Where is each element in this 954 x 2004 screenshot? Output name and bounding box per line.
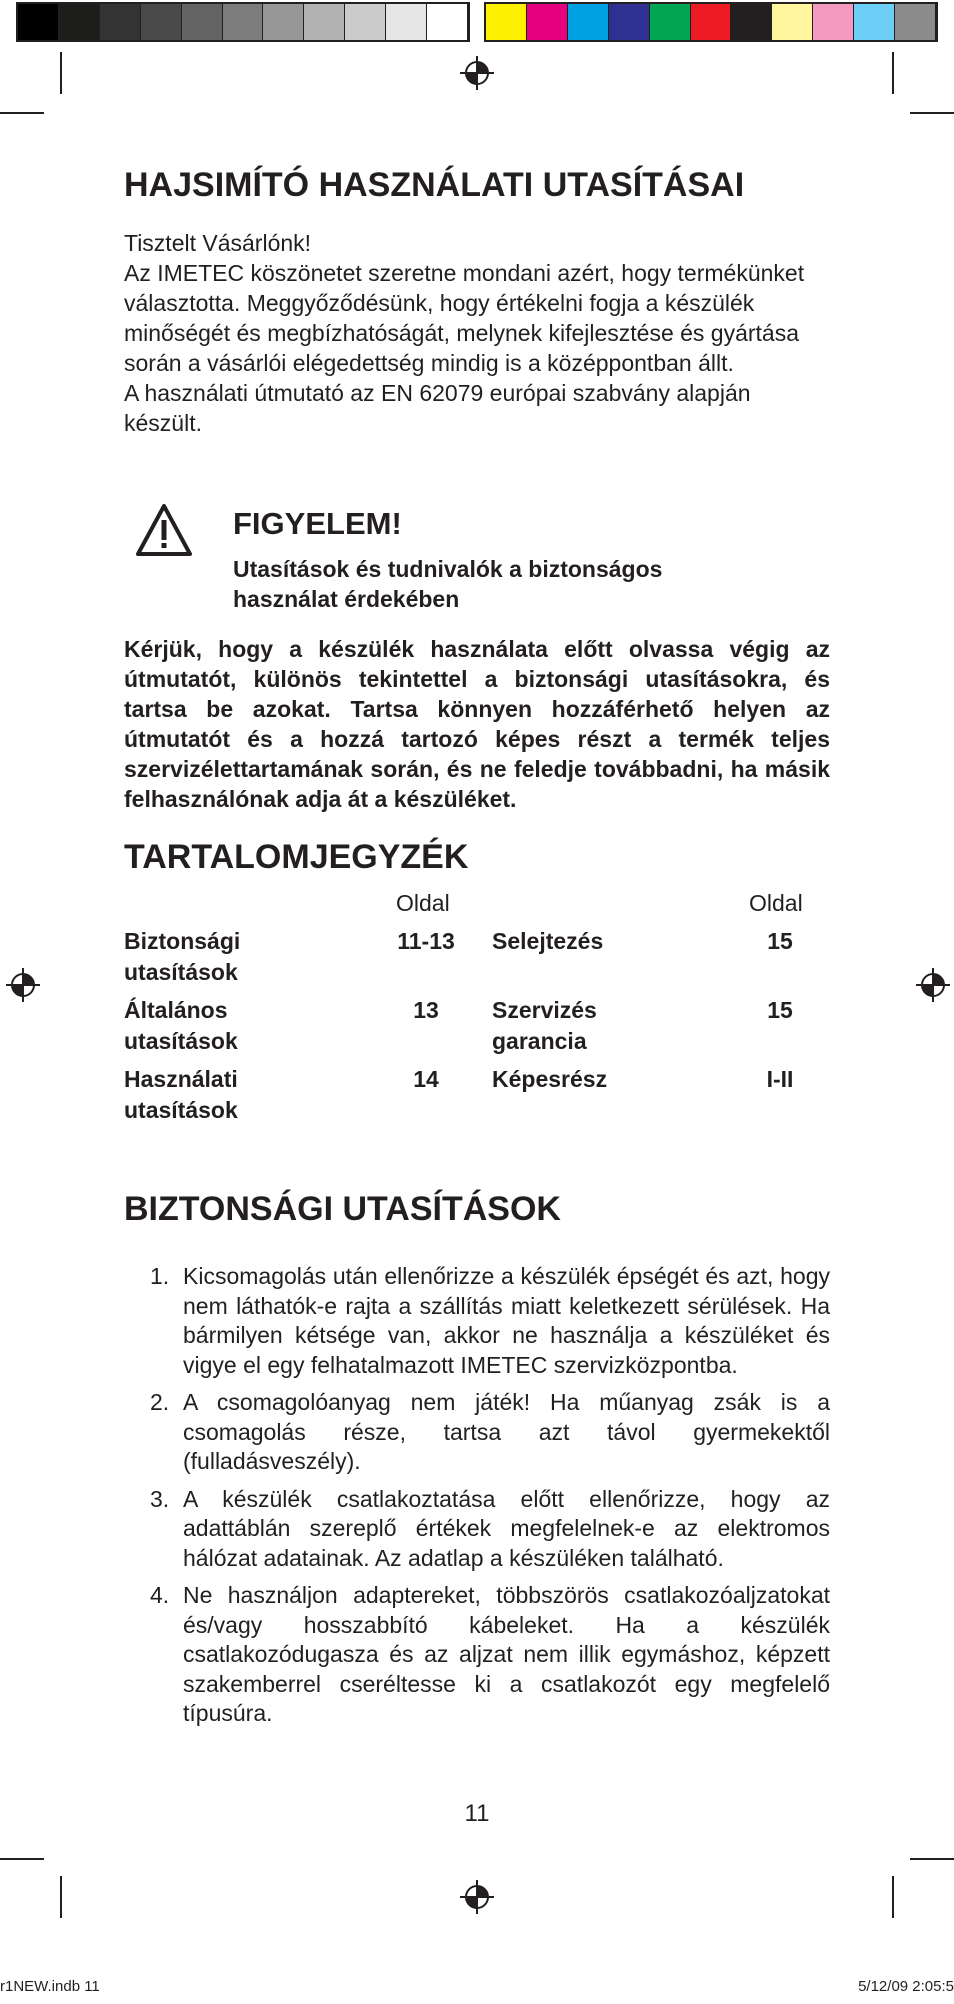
- color-swatch: [895, 4, 936, 40]
- color-swatch: [854, 4, 895, 40]
- crop-mark: [910, 112, 954, 114]
- color-swatch: [100, 4, 141, 40]
- color-swatch: [691, 4, 732, 40]
- toc-entry-name: Szervizés garancia: [492, 997, 597, 1054]
- list-item-number: 2.: [150, 1389, 170, 1415]
- color-swatch: [386, 4, 427, 40]
- crop-mark: [60, 52, 62, 94]
- safety-instruction-list: [124, 1262, 830, 1737]
- list-item: [124, 1485, 830, 1574]
- color-swatch: [141, 4, 182, 40]
- color-swatch: [731, 4, 772, 40]
- color-swatch: [568, 4, 609, 40]
- page-number: 11: [464, 1800, 490, 1827]
- crop-mark: [0, 1858, 44, 1860]
- intro-paragraph: Az IMETEC köszönetet szeretne mondani azért, hogy termékünket választotta. Meggyőződésünk, hogy értékelni fogja a készülék minőségét és megbízhatóságát, melynek kifejlesztése és gyártása során a vásárlói elégedettség mindig is a középpontban állt.: [124, 260, 805, 376]
- slug-timestamp: 5/12/09 2:05:5: [858, 1978, 954, 1995]
- registration-mark-icon: [460, 56, 494, 90]
- warning-title: FIGYELEM!: [233, 506, 402, 541]
- toc-entry-page: 13: [413, 997, 439, 1023]
- crop-mark: [60, 1876, 62, 1918]
- warning-subtitle: Utasítások és tudnivalók a biztonságos használat érdekében: [233, 556, 663, 612]
- list-item: [124, 1388, 830, 1477]
- list-item-text: Kicsomagolás után ellenőrizze a készülék épségét és azt, hogy nem láthatók-e rajta a szállítás miatt keletkezett sérülések. Ha bármilyen kétsége van, akkor ne használja a készüléket és vigye el egy felhatalmazott IMETEC szervizközpontba.: [183, 1263, 830, 1378]
- crop-mark: [910, 1858, 954, 1860]
- grayscale-calibration-bar: [16, 2, 470, 42]
- color-swatch: [18, 4, 59, 40]
- toc-entry-name: Képesrész: [492, 1066, 608, 1092]
- list-item: [124, 1262, 830, 1380]
- color-swatch: [263, 4, 304, 40]
- list-item-number: 3.: [150, 1485, 170, 1512]
- warning-body: Kérjük, hogy a készülék használata előtt olvassa végig az útmutatót, különös tekintettel a biztonsági utasításokra, és tartsa be azokat. Tartsa könnyen hozzáférhető helyen az útmutatót és a hozzá tartozó képes részt a termék teljes szervizélettartamának során, és ne feledje továbbadni, ha másik felhasználónak adja át a készüléket.: [124, 636, 830, 812]
- color-swatch: [486, 4, 527, 40]
- color-swatch: [427, 4, 468, 40]
- warning-triangle-icon: [134, 502, 194, 558]
- color-swatch: [650, 4, 691, 40]
- color-calibration-bar: [484, 2, 938, 42]
- color-swatch: [304, 4, 345, 40]
- intro-standard-note: A használati útmutató az EN 62079 európai szabvány alapján készült.: [124, 380, 751, 436]
- registration-mark-icon: [6, 968, 40, 1002]
- color-swatch: [527, 4, 568, 40]
- toc-entry-page: 14: [413, 1066, 439, 1092]
- registration-mark-icon: [460, 1880, 494, 1914]
- list-item-number: 1.: [150, 1263, 170, 1289]
- list-item-text: A csomagolóanyag nem játék! Ha műanyag zsák is a csomagolás része, tartsa azt távol gyermekektől (fulladásveszély).: [183, 1389, 830, 1474]
- color-swatch: [223, 4, 264, 40]
- toc-entry-page: 11-13: [397, 928, 455, 954]
- toc-entry-page: 15: [767, 928, 793, 954]
- list-item-text: Ne használjon adaptereket, többszörös csatlakozóaljzatokat és/vagy hosszabbító kábeleket. Ha a készülék csatlakozódugasza és az aljzat nem illik egymáshoz, képzett szakemberrel cseréltesse ki a csatlakozót egy megfelelő típusúra.: [183, 1582, 830, 1726]
- toc-entry-name: Selejtezés: [492, 928, 604, 954]
- color-swatch: [59, 4, 100, 40]
- crop-mark: [892, 1876, 894, 1918]
- toc-entry-page: 15: [767, 997, 793, 1023]
- safety-section-title: BIZTONSÁGI UTASÍTÁSOK: [124, 1190, 561, 1228]
- list-item-number: 4.: [150, 1582, 170, 1608]
- list-item-text: A készülék csatlakoztatása előtt ellenőrizze, hogy az adattáblán szereplő értékek megfelelnek-e az elektromos hálózat adatainak. Az adatlap a készüléken található.: [183, 1485, 830, 1571]
- crop-mark: [0, 112, 44, 114]
- color-swatch: [772, 4, 813, 40]
- page-title: HAJSIMÍTÓ HASZNÁLATI UTASÍTÁSAI: [124, 166, 745, 204]
- toc-page-header: Oldal: [396, 890, 450, 916]
- color-swatch: [182, 4, 223, 40]
- toc-entry-name: Biztonsági utasítások: [124, 928, 241, 985]
- toc-entry-page: I-II: [766, 1066, 794, 1092]
- intro-greeting: Tisztelt Vásárlónk!: [124, 230, 312, 256]
- slug-filename: r1NEW.indb 11: [0, 1978, 100, 1995]
- toc-title: TARTALOMJEGYZÉK: [124, 838, 469, 876]
- list-item: [124, 1581, 830, 1729]
- toc-entry-name: Általános utasítások: [124, 997, 238, 1054]
- crop-mark: [892, 52, 894, 94]
- color-swatch: [813, 4, 854, 40]
- toc-entry-name: Használati utasítások: [124, 1066, 238, 1123]
- intro-text: [124, 228, 824, 438]
- registration-mark-icon: [916, 968, 950, 1002]
- color-swatch: [609, 4, 650, 40]
- color-swatch: [345, 4, 386, 40]
- toc-page-header: Oldal: [749, 890, 803, 916]
